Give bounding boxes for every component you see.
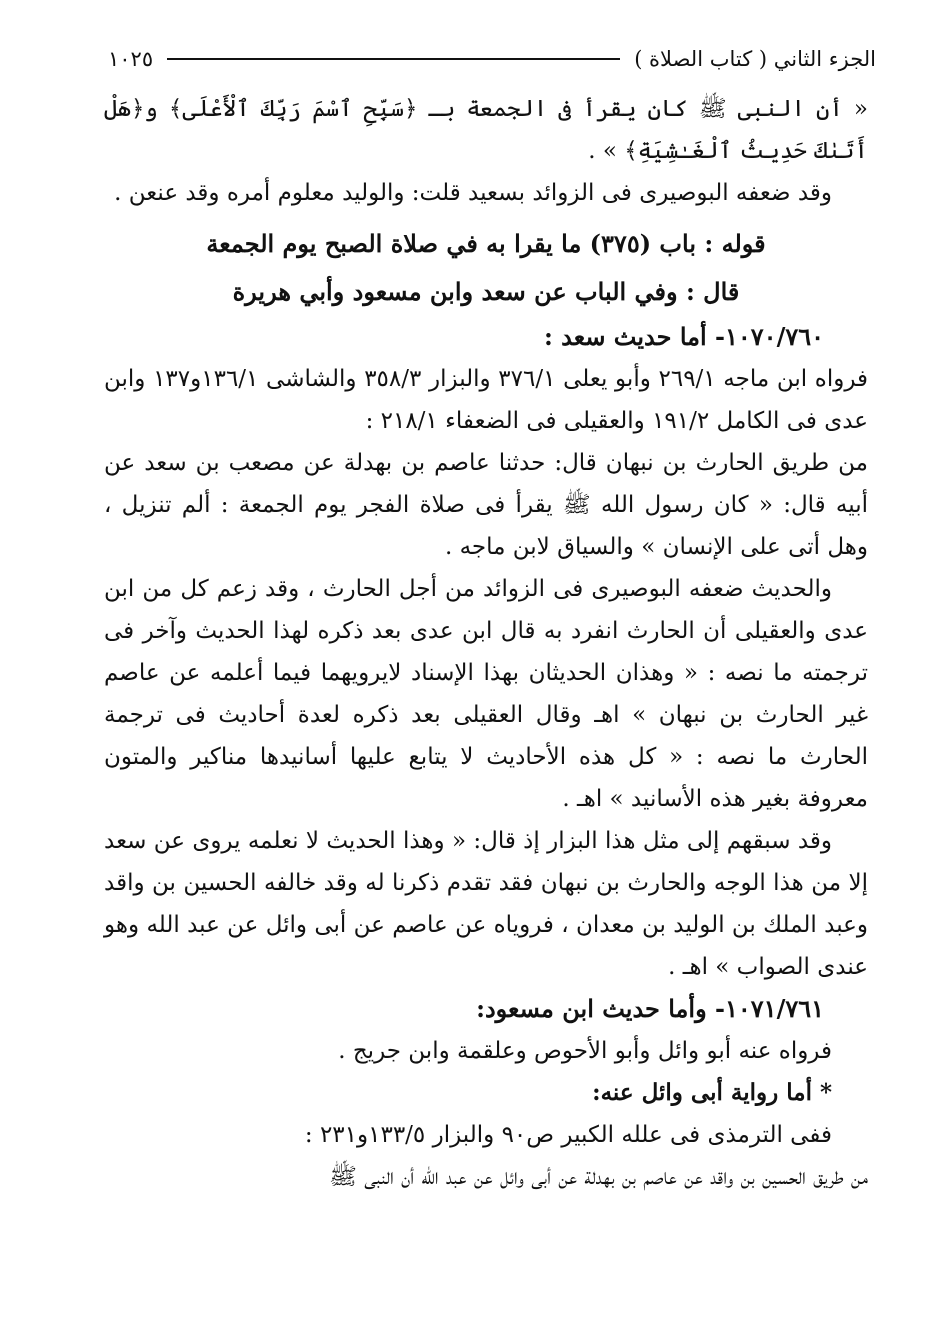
hadith-1071-heading: ١٠٧١/٧٦١- وأما حديث ابن مسعود:	[476, 994, 824, 1023]
paragraph-tirmidhi: ففى الترمذى فى علله الكبير ص٩٠ والبزار ١٣٣/٥و٢٣١ :	[304, 1122, 832, 1148]
paragraph-isnad-husayn: من طريق الحسين بن واقد عن عاصم بن بهدلة عن أبى وائل عن عبد الله أن النبى ﷺ	[329, 1164, 868, 1190]
paragraph-isnad-harith: من طريق الحارث بن نبهان قال: حدثنا عاصم بن بهدلة عن مصعب بن سعد عن أبيه قال: « كان رسول الله ﷺ يقرأ فى صلاة الفجر يوم الجمعة : ألم تنزيل ، وهل أتى على الإنسان » والسياق لابن ماجه .	[104, 450, 868, 560]
running-header	[108, 42, 876, 76]
header-rule	[167, 58, 620, 60]
hadith-1070-heading: ١٠٧٠/٧٦٠- أما حديث سعد :	[543, 322, 824, 351]
page-body	[104, 88, 868, 1198]
header-title: الجزء الثاني ( كتاب الصلاة )	[634, 47, 876, 71]
page-number: ١٠٢٥	[108, 47, 154, 71]
paragraph-hadith-quote: « أن النبى ﷺ كان يقرأ فى الجمعة بـ ﴿سَبِّحِ ٱسْمَ رَبِّكَ ٱلْأَعْلَى﴾ و﴿هَلْ أَتَىٰكَ حَدِيثُ ٱلْغَـٰشِيَةِ﴾ » .	[104, 96, 868, 164]
paragraph-bazzar: وقد سبقهم إلى مثل هذا البزار إذ قال: « وهذا الحديث لا نعلمه يروى عن سعد إلا من هذا الوجه والحارث بن نبهان فقد تقدم ذكرنا له وقد خالفه الحسين بن واقد وعبد الملك بن الوليد بن معدان ، فروياه عن عاصم عن أبى وائل عن عبد الله وهو عندى الصواب » اهـ .	[104, 828, 868, 980]
chapter-subheading: قال : وفي الباب عن سعد وابن مسعود وأبي هريرة	[232, 277, 740, 306]
paragraph-sources-saad: فرواه ابن ماجه ٢٦٩/١ وأبو يعلى ٣٧٦/١ والبزار ٣٥٨/٣ والشاشى ١٣٦/١و١٣٧ وابن عدى فى الكامل ١٩١/٢ والعقيلى فى الضعفاء ٢١٨/١ :	[104, 366, 869, 434]
paragraph-narrators: فرواه عنه أبو وائل وأبو الأحوص وعلقمة وابن جريج .	[338, 1038, 832, 1064]
chapter-heading: قوله : باب (٣٧٥) ما يقرا به في صلاة الصبح يوم الجمعة	[206, 229, 766, 258]
paragraph-grading: والحديث ضعفه البوصيرى فى الزوائد من أجل الحارث ، وقد زعم كل من ابن عدى والعقيلى أن الحارث انفرد به قال ابن عدى بعد ذكره لهذا الحديث وآخر فى ترجمته ما نصه : « وهذان الحديثان بهذا الإسناد لايرويهما فيما أعلمه عن عاصم غير الحارث بن نبهان » اهـ وقال العقيلى بعد ذكره لعدة أحاديث فى ترجمة الحارث ما نصه : « كل هذه الأحاديث لا يتابع عليها أسانيدها مناكير والمتون معروفة بغير هذه الأسانيد » اهـ .	[104, 576, 868, 812]
paragraph-busiri: وقد ضعفه البوصيرى فى الزوائد بسعيد قلت: والوليد معلوم أمره وقد عنعن .	[114, 180, 832, 206]
subheading-abi-wail: * أما رواية أبى وائل عنه:	[592, 1079, 832, 1106]
